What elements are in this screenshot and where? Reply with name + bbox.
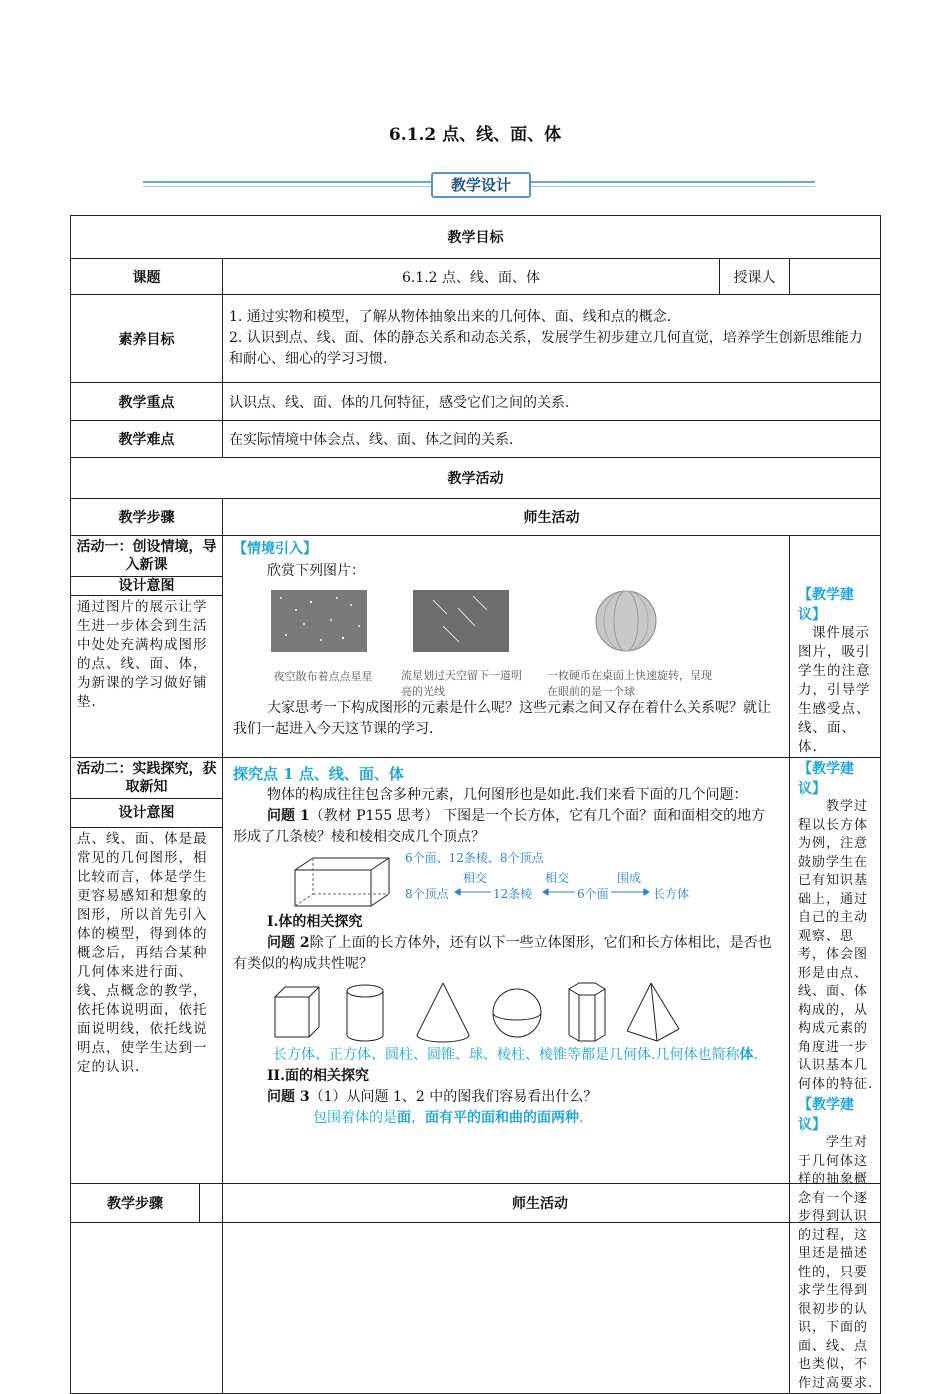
- flow-diagram: [405, 868, 705, 904]
- q2-text: 除了上面的长方体外，还有以下一些立体图形，它们和长方体相比，是否也有类似的构成共性呢？: [233, 935, 772, 972]
- flow-arrow-3-label: 围成: [617, 871, 642, 885]
- key-value: 认识点、线、面、体的几何特征，感受它们之间的关系.: [223, 383, 881, 421]
- q1-answer: 6个面、12条棱、8个顶点: [405, 851, 544, 865]
- flow-vertices: 8个顶点: [405, 887, 449, 901]
- q3-answer-a: 包围着体的是: [313, 1110, 397, 1126]
- cuboid-figure: [233, 848, 779, 908]
- q3-text: （1）从问题 1、2 中的图我们容易看出什么？: [309, 1089, 598, 1105]
- q1-label: 问题 1: [267, 808, 310, 824]
- activity1-content: [223, 536, 790, 758]
- activity1-design-label: 设计意图: [71, 577, 222, 596]
- section-2: II.面的相关探究: [267, 1068, 369, 1084]
- flow-arrows-icon: [405, 868, 705, 904]
- topic-label: 课题: [71, 259, 223, 295]
- activity1-name: 活动一：创设情境，导入新课: [71, 536, 222, 577]
- q3-answer-b: 面: [397, 1110, 411, 1126]
- intro-tag: 【情境引入】: [233, 541, 317, 557]
- activity1-left: [71, 536, 223, 758]
- topic-value: 6.1.2 点、线、面、体: [223, 259, 720, 295]
- teacher-value: [790, 259, 881, 295]
- q3-answer-c: ，: [411, 1110, 425, 1126]
- literacy-goal-1: 1. 通过实物和模型，了解从物体抽象出来的几何体、面、线和点的概念.: [229, 309, 672, 325]
- q2-answer-b: 体: [739, 1047, 754, 1063]
- flow-faces: 6个面: [577, 887, 609, 901]
- solids-figure: [233, 979, 703, 1045]
- intro-line: 欣赏下列图片：: [267, 563, 365, 579]
- suggestion-tag: 【教学建议】: [798, 587, 854, 623]
- q1-text: （教材 P155 思考） 下图是一个长方体，它有几个面？面和面相交的地方形成了几条棱？棱和棱相交成几个顶点？: [233, 808, 766, 845]
- starry-sky-image: [271, 590, 367, 652]
- q3-label: 问题 3: [267, 1089, 310, 1105]
- suggestion1-tag: 【教学建议】: [798, 761, 854, 797]
- difficult-label: 教学难点: [71, 421, 223, 458]
- caption-coin: 一枚硬币在桌面上快速旋转，呈现在眼前的是一个球: [547, 669, 712, 698]
- teacher-label: 授课人: [720, 259, 790, 295]
- cylinder-icon: [347, 985, 383, 1041]
- banner-label: 教学设计: [431, 172, 531, 198]
- section-banner: [143, 172, 815, 198]
- activity2-name: 活动二：实践探究，获取新知: [71, 758, 222, 799]
- steps-label: 教学步骤: [71, 499, 223, 536]
- explore-intro: 物体的构成往往包含多种元素，几何图形也是如此.我们来看下面的几个问题：: [267, 787, 748, 803]
- activity2-design-label: 设计意图: [71, 799, 222, 828]
- cone-icon: [417, 983, 469, 1042]
- flow-edges: 12条棱: [493, 887, 533, 901]
- activity1-suggestion: [790, 536, 881, 758]
- explore-title: 探究点 1 点、线、面、体: [233, 765, 404, 783]
- literacy-label: 素养目标: [71, 295, 223, 383]
- q2-answer-c: .: [753, 1047, 758, 1063]
- page-title: 6.1.2 点、线、面、体: [388, 125, 562, 145]
- cuboid-solid-icon: [275, 987, 319, 1037]
- suggestion-text: 课件展示图片，吸引学生的注意力，引导学生感受点、线、面、体.: [798, 625, 871, 755]
- intro-question: 大家思考一下构成图形的元素是什么呢？这些元素之间又存在着什么关系呢？就让我们一起进入今天这节课的学习.: [233, 700, 771, 737]
- continuation-table: [70, 1183, 881, 1223]
- sphere-icon: [493, 989, 541, 1037]
- activity2-suggestions: [790, 758, 881, 1394]
- activity2-left: [71, 758, 223, 1394]
- picture-row: [233, 586, 779, 698]
- literacy-goal-2: 2. 认识到点、线、面、体的静态关系和动态关系，发展学生初步建立几何直觉，培养学生创新思维能力和耐心、细心的学习习惯.: [229, 330, 863, 367]
- activity2-design-text: 点、线、面、体是最常见的几何图形，相比较而言，体是学生更容易感知和想象的图形，所以首先引入体的模型，得到体的概念后，再结合某种几何体来进行面、线、点概念的教学，依托体说明面，依托面说明线，依托线说明点，使学生达到一定的认识.: [77, 831, 208, 1075]
- suggestion2-tag: 【教学建议】: [798, 1097, 854, 1133]
- activity2-content: [223, 758, 790, 1394]
- teacher-student-label: 师生活动: [223, 499, 881, 536]
- bottom-steps-label: 教学步骤: [71, 1184, 200, 1223]
- question-1: [233, 806, 779, 848]
- flow-arrow-2-label: 相交: [545, 871, 570, 885]
- question-2: [233, 933, 779, 975]
- goals-header: 教学目标: [71, 216, 881, 259]
- q2-label: 问题 2: [267, 935, 310, 951]
- suggestion2-text: 学生对于几何体这样的抽象概念有一个逐步得到认识的过程，这里还是描述性的，只要求学生得到很初步的认识，下面的面、线、点也类似，不作过高要求.: [798, 1135, 874, 1391]
- suggestion1-text: 教学过程以长方体为例，注意鼓励学生在已有知识基础上，通过自己的主动观察、思考，体会图形是由点、线、面、体构成的，从构成元素的角度进一步认识基本几何体的特征.: [798, 799, 874, 1092]
- literacy-goals: [223, 295, 881, 383]
- q2-answer: [233, 1045, 779, 1066]
- spinning-coin-image: [591, 588, 661, 654]
- pyramid-icon: [627, 983, 679, 1041]
- activities-header: 教学活动: [71, 458, 881, 499]
- section-1: I.体的相关探究: [267, 914, 363, 930]
- cuboid-icon: [293, 856, 393, 908]
- question-3: [233, 1087, 779, 1108]
- flow-arrow-1-label: 相交: [463, 871, 488, 885]
- bottom-activity-label: 师生活动: [200, 1184, 881, 1223]
- caption-meteor: 流星划过天空留下一道明亮的光线: [401, 669, 522, 698]
- q3-answer-e: .: [579, 1110, 584, 1126]
- flow-cuboid: 长方体: [653, 887, 690, 901]
- prism-icon: [569, 983, 605, 1041]
- activity1-design-text: 通过图片的展示让学生进一步体会到生活中处处充满构成图形的点、线、面、体，为新课的学习做好铺垫.: [77, 599, 208, 710]
- difficult-value: 在实际情境中体会点、线、面、体之间的关系.: [223, 421, 881, 458]
- q3-answer-d: 面有平的面和曲的面两种: [425, 1110, 579, 1126]
- q3-answer: [233, 1108, 779, 1129]
- meteor-image: [413, 590, 509, 652]
- q2-answer-a: 长方体、正方体、圆柱、圆锥、球、棱柱、棱锥等都是几何体.几何体也简称: [273, 1047, 740, 1063]
- caption-stars: 夜空散布着点点星星: [273, 670, 373, 683]
- key-label: 教学重点: [71, 383, 223, 421]
